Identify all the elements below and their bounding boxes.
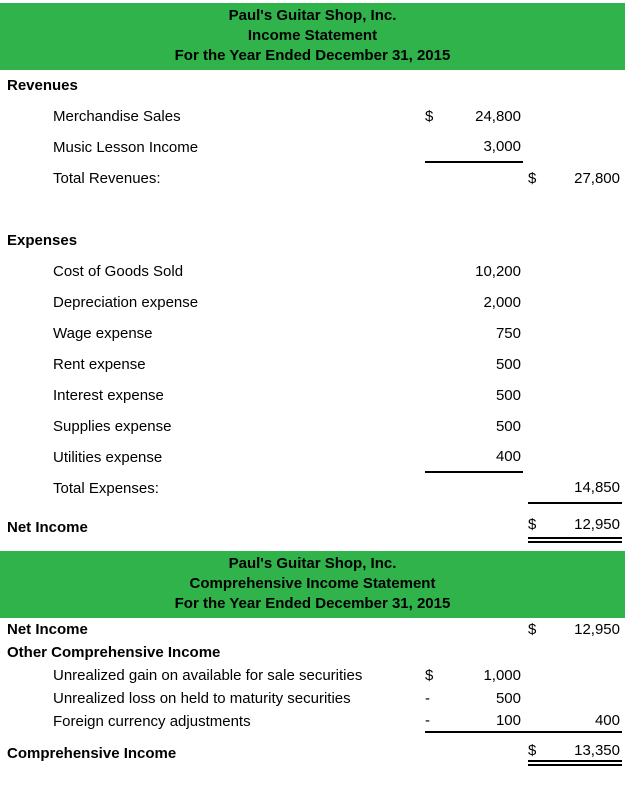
expense-item-row (0, 256, 625, 287)
row-label: Foreign currency adjustments (53, 713, 251, 730)
income-statement-header (0, 3, 625, 70)
minus-sign: - (425, 690, 430, 707)
row-label: Depreciation expense (53, 294, 199, 311)
total-revenues-row (0, 163, 625, 194)
comprehensive-income-row (0, 740, 625, 766)
amount-cell: 1,000 (483, 667, 521, 684)
row-label: Net Income (7, 519, 88, 536)
oci-item-row (0, 687, 625, 710)
amount-cell: 14,850 (574, 479, 620, 496)
comprehensive-income-statement (0, 551, 625, 766)
income-statement-body (0, 70, 625, 543)
oci-item-row (0, 710, 625, 733)
row-label: Utilities expense (53, 449, 163, 466)
net-income-row (0, 512, 625, 543)
row-label: Unrealized loss on held to maturity securities (53, 690, 351, 707)
amount-cell: 500 (495, 356, 521, 373)
section-row-revenues (0, 70, 625, 101)
row-label: Interest expense (53, 387, 164, 404)
section-label: Revenues (7, 77, 78, 94)
amount-cell: 24,800 (475, 108, 521, 125)
currency-symbol: $ (528, 621, 537, 638)
currency-symbol: $ (528, 741, 537, 759)
amount-cell: 100 (495, 712, 521, 729)
row-label: Merchandise Sales (53, 108, 181, 125)
row-label: Net Income (7, 621, 88, 638)
amount-cell: 500 (495, 387, 521, 404)
section-label: Expenses (7, 232, 78, 249)
expense-item-row (0, 318, 625, 349)
company-name: Paul's Guitar Shop, Inc. (228, 7, 397, 24)
company-name: Paul's Guitar Shop, Inc. (228, 555, 397, 572)
row-label: Comprehensive Income (7, 744, 177, 762)
income-statement (0, 3, 625, 543)
statement-period: For the Year Ended December 31, 2015 (174, 595, 451, 612)
statement-period: For the Year Ended December 31, 2015 (174, 47, 451, 64)
currency-symbol: $ (528, 516, 537, 533)
amount-cell: 2,000 (483, 294, 521, 311)
net-income-row (0, 618, 625, 641)
amount-cell: 10,200 (475, 263, 521, 280)
amount-cell: 400 (594, 712, 620, 729)
currency-symbol: $ (528, 170, 537, 187)
section-row-oci (0, 641, 625, 664)
revenue-item-row (0, 132, 625, 163)
statement-title: Income Statement (247, 27, 378, 44)
amount-cell: 500 (495, 418, 521, 435)
amount-cell: 750 (495, 325, 521, 342)
amount-cell: 400 (495, 448, 521, 465)
currency-symbol: $ (425, 108, 434, 125)
row-label: Total Revenues: (53, 170, 161, 187)
amount-cell: 3,000 (483, 138, 521, 155)
row-label: Cost of Goods Sold (53, 263, 184, 280)
section-label: Other Comprehensive Income (7, 644, 221, 661)
expense-item-row (0, 380, 625, 411)
row-label: Total Expenses: (53, 480, 159, 497)
row-label: Music Lesson Income (53, 139, 199, 156)
section-row-expenses (0, 225, 625, 256)
amount-cell: 27,800 (574, 170, 620, 187)
currency-symbol: $ (425, 667, 434, 684)
revenue-item-row (0, 101, 625, 132)
amount-cell: 12,950 (574, 516, 620, 533)
row-label: Rent expense (53, 356, 146, 373)
oci-item-row (0, 664, 625, 687)
expense-item-row (0, 411, 625, 442)
expense-item-row (0, 287, 625, 318)
row-label: Unrealized gain on available for sale securities (53, 667, 363, 684)
row-label: Supplies expense (53, 418, 172, 435)
blank-row (0, 194, 625, 225)
comprehensive-statement-header (0, 551, 625, 618)
amount-cell: 500 (495, 690, 521, 707)
comprehensive-statement-body (0, 618, 625, 766)
row-label: Wage expense (53, 325, 153, 342)
expense-item-row (0, 349, 625, 380)
amount-cell: 13,350 (574, 741, 620, 759)
expense-item-row (0, 442, 625, 473)
amount-cell: 12,950 (574, 621, 620, 638)
statement-title: Comprehensive Income Statement (189, 575, 436, 592)
total-expenses-row (0, 473, 625, 504)
minus-sign: - (425, 712, 430, 729)
